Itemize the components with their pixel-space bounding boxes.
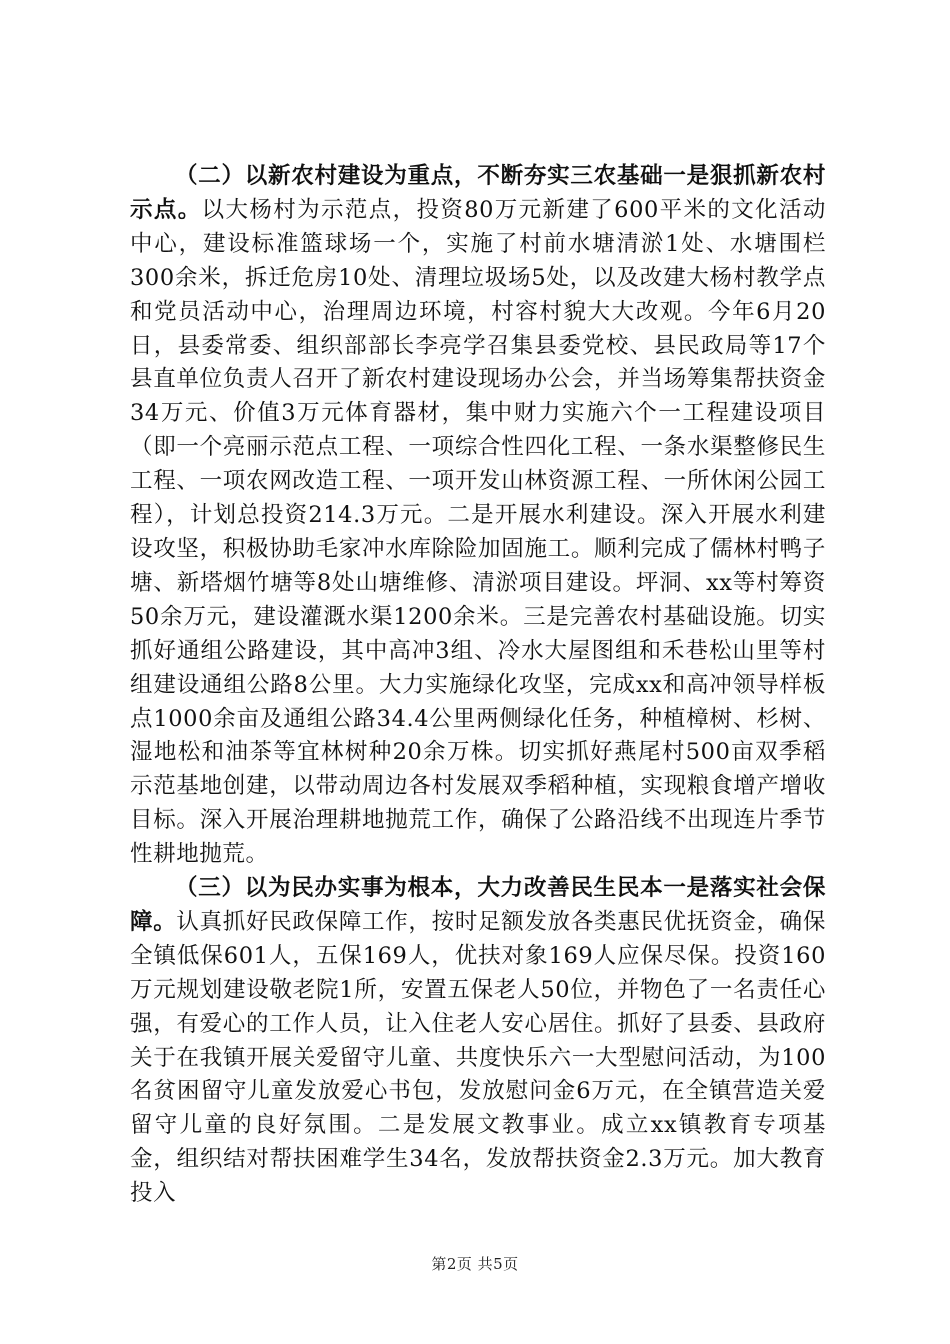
page-number-footer: 第2页 共5页 [431,1255,519,1273]
paragraph-text: 认真抓好民政保障工作，按时足额发放各类惠民优抚资金，确保全镇低保601人，五保169人，优扶对象169人应保尽保。投资160万元规划建设敬老院1所，安置五保老人50位，并物色了一名责任心强，有爱心的工作人员，让入住老人安心居住。抓好了县委、县政府关于在我镇开展关爱留守儿童、共度快乐六一大型慰问活动，为100名贫困留守儿童发放爱心书包，发放慰问金6万元，在全镇营造关爱留守儿童的良好氛围。二是发展文教事业。成立xx镇教育专项基金，组织结对帮扶困难学生34名，发放帮扶资金2.3万元。加大教育投入 [130,908,826,1207]
paragraph-livelihood [130,872,826,1211]
paragraph-heading: （三）以为民办实事为根本，大力改善民生民本一是落实社会保障。 [130,875,826,935]
paragraph-heading: （二）以新农村建设为重点，不断夯实三农基础一是狠抓新农村示点。 [130,163,826,223]
paragraph-new-countryside [130,160,826,872]
paragraph-text: 以大杨村为示范点，投资80万元新建了600平米的文化活动中心，建设标准篮球场一个，实施了村前水塘清淤1处、水塘围栏300余米，拆迁危房10处、清理垃圾场5处，以及改建大杨村教学点和党员活动中心，治理周边环境，村容村貌大大改观。今年6月20日，县委常委、组织部部长李亮学召集县委党校、县民政局等17个县直单位负责人召开了新农村建设现场办公会，并当场筹集帮扶资金34万元、价值3万元体育器材，集中财力实施六个一工程建设项目（即一个亮丽示范点工程、一项综合性四化工程、一条水渠整修民生工程、一项农网改造工程、一项开发山林资源工程、一所休闲公园工程），计划总投资214.3万元。二是开展水利建设。深入开展水利建设攻坚，积极协助毛家冲水库除险加固施工。顺利完成了儒林村鸭子塘、新塔烟竹塘等8处山塘维修、清淤项目建设。坪洞、xx等村筹资50余万元，建设灌溉水渠1200余米。三是完善农村基础设施。切实抓好通组公路建设，其中高冲3组、冷水大屋图组和禾巷松山里等村组建设通组公路8公里。大力实施绿化攻坚，完成xx和高冲领导样板点1000余亩及通组公路34.4公里两侧绿化任务，种植樟树、杉树、湿地松和油茶等宜林树种20余万株。切实抓好燕尾村500亩双季稻示范基地创建，以带动周边各村发展双季稻种植，实现粮食增产增收目标。深入开展治理耕地抛荒工作，确保了公路沿线不出现连片季节性耕地抛荒。 [130,196,826,868]
document-body [130,160,826,1211]
